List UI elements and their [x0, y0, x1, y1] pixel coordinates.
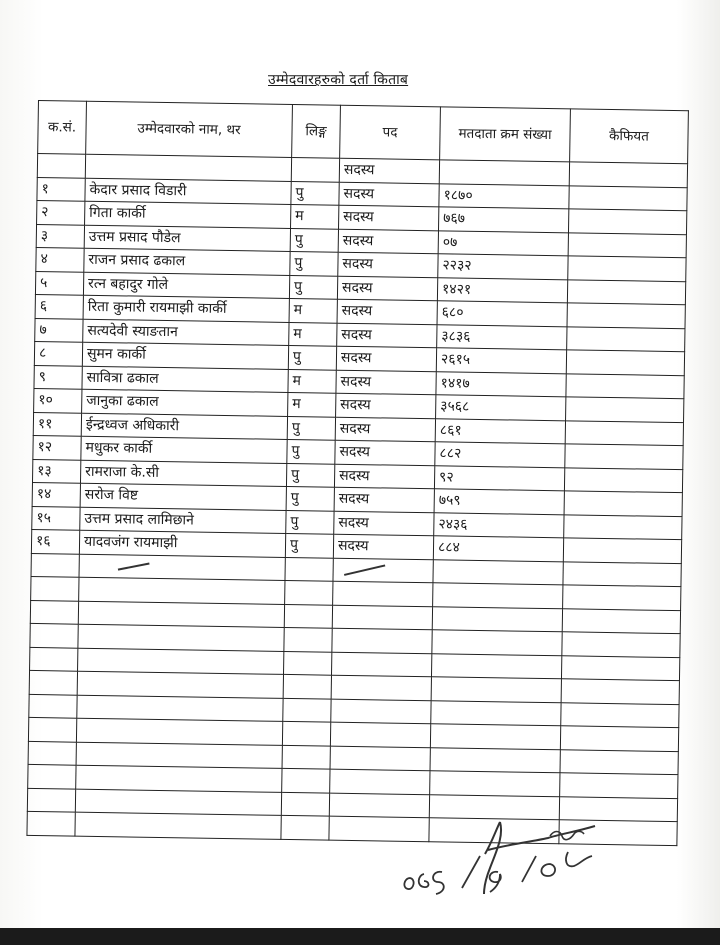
cell-name: रत्न बहादुर गोले: [83, 272, 289, 299]
cell-sn: १३: [32, 459, 80, 483]
header-gender: लिङ्ग: [292, 104, 341, 158]
cell-gender: पु: [285, 533, 333, 557]
header-voter-no: मतदाता क्रम संख्या: [440, 107, 571, 162]
cell-gender: पु: [291, 181, 339, 205]
cell-post: सदस्य: [333, 534, 433, 559]
cell-voter-no: २२३२: [438, 254, 568, 280]
cell-remarks: [568, 232, 686, 257]
cell-remarks: [566, 350, 684, 375]
cell-post: सदस्य: [336, 346, 436, 371]
cell-name: सरोज विष्ट: [80, 483, 286, 510]
cell-sn: ९: [34, 365, 82, 389]
cell-voter-no: १८७०: [439, 183, 569, 209]
cell-name: उत्तम प्रसाद पौडेल: [84, 225, 290, 252]
cell-sn: ४: [36, 247, 84, 271]
cell-name: रिता कुमारी रायमाझी कार्की: [83, 295, 289, 322]
cell-remarks: [568, 256, 686, 281]
cell-remarks: [568, 209, 686, 234]
cell-voter-no: ८६१: [435, 418, 565, 444]
signature: [400, 812, 620, 922]
cell-gender: म: [289, 322, 337, 346]
cell-voter-no: १४१७: [436, 371, 566, 397]
cell-voter-no: ७६७: [439, 207, 569, 233]
cell-sn: १५: [32, 506, 80, 530]
cell-post: सदस्य: [334, 511, 434, 536]
cell-name: मधुकर कार्की: [81, 436, 287, 463]
cell-voter-no: ७५९: [434, 489, 564, 515]
header-name: उम्मेदवारको नाम, थर: [86, 101, 293, 157]
cell-sn: १४: [32, 482, 80, 506]
document-title: उम्मेदवारहरुको दर्ता किताब: [268, 72, 409, 88]
cell-post: सदस्य: [338, 252, 438, 277]
cell-post: सदस्य: [334, 464, 434, 489]
cell-voter-no: १४२१: [437, 277, 567, 303]
cell-name: गिता कार्की: [85, 201, 291, 228]
header-sn: क.सं.: [38, 101, 87, 155]
cell-sn: ११: [33, 412, 81, 436]
register-table-wrapper: [26, 100, 717, 846]
cell-sn: २: [37, 200, 85, 224]
cell-voter-no: ३५६८: [436, 395, 566, 421]
cell-gender: पु: [287, 439, 335, 463]
strike-mark: [118, 562, 150, 570]
cell-gender: पु: [290, 228, 338, 252]
cell-post: सदस्य: [339, 182, 439, 207]
cell-gender: म: [288, 392, 336, 416]
cell-gender: पु: [286, 510, 334, 534]
pre-row-post: सदस्य: [339, 158, 439, 183]
cell-remarks: [567, 303, 685, 328]
cell-remarks: [569, 185, 687, 210]
cell-gender: पु: [286, 463, 334, 487]
cell-remarks: [563, 538, 681, 563]
cell-post: सदस्य: [338, 229, 438, 254]
cell-gender: म: [291, 204, 339, 228]
cell-sn: ६: [35, 294, 83, 318]
candidate-register-table: [26, 100, 688, 846]
cell-post: सदस्य: [337, 276, 437, 301]
cell-remarks: [567, 279, 685, 304]
cell-gender: पु: [286, 486, 334, 510]
cell-gender: पु: [287, 416, 335, 440]
cell-post: सदस्य: [335, 417, 435, 442]
cell-voter-no: २६१५: [436, 348, 566, 374]
cell-remarks: [566, 373, 684, 398]
cell-voter-no: २४३६: [434, 512, 564, 538]
cell-name: ईन्द्रध्वज अधिकारी: [81, 413, 287, 440]
cell-remarks: [567, 326, 685, 351]
cell-sn: १२: [33, 435, 81, 459]
cell-gender: म: [289, 298, 337, 322]
cell-name: जानुका ढकाल: [82, 389, 288, 416]
cell-post: सदस्य: [337, 299, 437, 324]
cell-post: सदस्य: [336, 393, 436, 418]
cell-voter-no: ८८४: [433, 536, 563, 562]
cell-post: सदस्य: [336, 370, 436, 395]
cell-remarks: [565, 444, 683, 469]
cell-name: केदार प्रसाद विडारी: [85, 178, 291, 205]
header-remarks: कैफियत: [570, 109, 689, 164]
cell-voter-no: ६८०: [437, 301, 567, 327]
cell-remarks: [566, 397, 684, 422]
cell-gender: पु: [288, 345, 336, 369]
strike-mark: [344, 564, 385, 575]
cell-post: सदस्य: [337, 323, 437, 348]
cell-post: सदस्य: [339, 205, 439, 230]
cell-sn: १०: [34, 388, 82, 412]
cell-gender: पु: [289, 275, 337, 299]
cell-remarks: [565, 420, 683, 445]
cell-remarks: [564, 491, 682, 516]
bottom-shadow-bar: [0, 928, 720, 945]
cell-name: सत्यदेवी स्याङतान: [83, 319, 289, 346]
cell-voter-no: ९२: [434, 465, 564, 491]
cell-voter-no: ३८३६: [437, 324, 567, 350]
cell-name: रामराजा के.सी: [80, 460, 286, 487]
cell-sn: १६: [31, 529, 79, 553]
cell-name: राजन प्रसाद ढकाल: [84, 248, 290, 275]
cell-sn: ८: [34, 341, 82, 365]
cell-name: सावित्रा ढकाल: [82, 366, 288, 393]
cell-post: सदस्य: [335, 440, 435, 465]
cell-sn: ७: [35, 318, 83, 342]
cell-voter-no: ८८२: [435, 442, 565, 468]
cell-gender: म: [288, 369, 336, 393]
cell-sn: ३: [36, 224, 84, 248]
cell-remarks: [564, 514, 682, 539]
cell-sn: १: [37, 177, 85, 201]
cell-name: यादवजंग रायमाझी: [79, 530, 285, 557]
cell-name: सुमन कार्की: [82, 342, 288, 369]
cell-remarks: [564, 467, 682, 492]
cell-voter-no: ०७: [438, 230, 568, 256]
cell-post: सदस्य: [334, 487, 434, 512]
cell-name: उत्तम प्रसाद लामिछाने: [80, 507, 286, 534]
cell-sn: ५: [35, 271, 83, 295]
cell-gender: पु: [290, 251, 338, 275]
header-post: पद: [340, 105, 441, 160]
